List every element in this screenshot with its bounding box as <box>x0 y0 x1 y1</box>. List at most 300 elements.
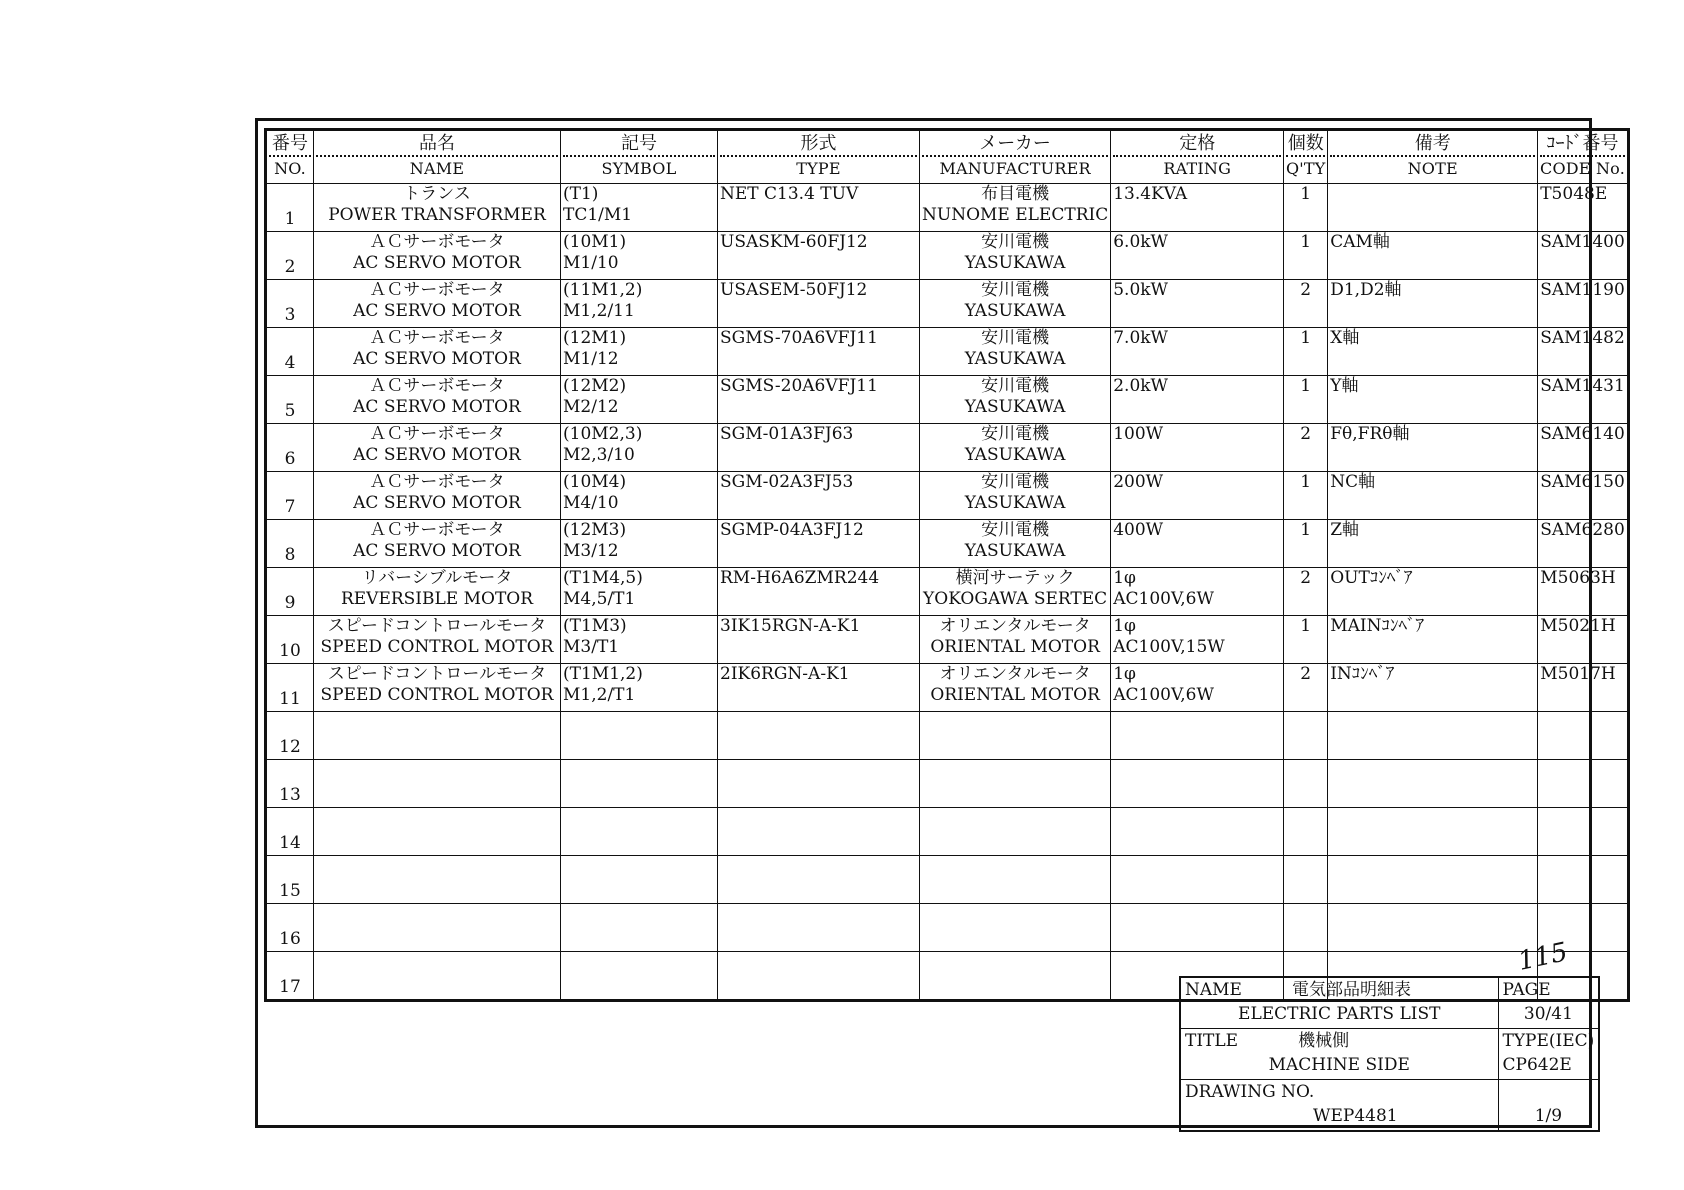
column-header <box>561 130 718 184</box>
table-cell <box>1284 616 1328 664</box>
row-number: 2 <box>284 257 296 277</box>
part-type: SGMP-04A3FJ12 <box>720 520 864 540</box>
table-cell <box>561 616 718 664</box>
column-header-en: MANUFACTURER <box>939 159 1091 178</box>
page-cell <box>1498 977 1599 1029</box>
table-cell <box>920 232 1111 280</box>
table-cell <box>1284 232 1328 280</box>
table-cell <box>920 376 1111 424</box>
table-cell <box>1111 232 1284 280</box>
rating: 2.0kW <box>1113 376 1169 396</box>
column-header-en: RATING <box>1163 159 1232 178</box>
table-cell <box>1111 856 1284 904</box>
column-header <box>314 130 561 184</box>
part-name-en: AC SERVO MOTOR <box>353 253 521 273</box>
rating: 1φ <box>1113 616 1136 636</box>
table-cell <box>314 232 561 280</box>
manufacturer-en: YASUKAWA <box>964 397 1066 417</box>
table-cell <box>266 808 314 856</box>
title-block <box>1179 976 1600 1132</box>
table-cell <box>314 280 561 328</box>
table-cell <box>1284 328 1328 376</box>
code-number: SAM1400 <box>1540 232 1625 252</box>
table-row <box>266 280 1629 328</box>
part-name-jp: ＡＣサーボモータ <box>369 232 505 252</box>
table-cell <box>718 904 920 952</box>
table-cell <box>1538 664 1629 712</box>
row-number: 13 <box>279 785 301 805</box>
symbol: (10M1) <box>563 232 627 252</box>
table-cell <box>1538 184 1629 232</box>
rating-detail: AC100V,6W <box>1113 685 1214 705</box>
table-cell <box>1111 280 1284 328</box>
table-cell <box>920 568 1111 616</box>
code-number: M5017H <box>1540 664 1616 684</box>
table-cell <box>266 760 314 808</box>
table-cell <box>266 280 314 328</box>
type-cell <box>1498 1029 1599 1080</box>
part-name-en: AC SERVO MOTOR <box>353 493 521 513</box>
code-number: SAM1190 <box>1540 280 1625 300</box>
table-cell <box>718 472 920 520</box>
part-type: NET C13.4 TUV <box>720 184 859 204</box>
table-cell <box>314 808 561 856</box>
table-cell <box>314 568 561 616</box>
page-value: 30/41 <box>1523 1004 1573 1024</box>
table-cell <box>718 760 920 808</box>
parts-table <box>264 128 1630 1002</box>
part-type: RM-H6A6ZMR244 <box>720 568 880 588</box>
type-value: CP642E <box>1502 1055 1572 1075</box>
symbol-ref: M1,2/11 <box>563 301 635 321</box>
note: Z軸 <box>1330 520 1360 540</box>
table-row <box>266 184 1629 232</box>
rating: 200W <box>1113 472 1164 492</box>
table-cell <box>920 856 1111 904</box>
table-cell <box>561 520 718 568</box>
manufacturer-en: YASUKAWA <box>964 349 1066 369</box>
note: CAM軸 <box>1330 232 1390 252</box>
part-type: 3IK15RGN-A-K1 <box>720 616 861 636</box>
table-cell <box>920 904 1111 952</box>
manufacturer-en: ORIENTAL MOTOR <box>930 685 1100 705</box>
manufacturer-jp: 安川電機 <box>981 376 1050 396</box>
column-header <box>718 130 920 184</box>
table-cell <box>920 808 1111 856</box>
column-header <box>1328 130 1538 184</box>
symbol: (11M1,2) <box>563 280 643 300</box>
table-cell <box>314 760 561 808</box>
symbol-ref: M1/12 <box>563 349 619 369</box>
table-cell <box>718 376 920 424</box>
symbol-ref: M2,3/10 <box>563 445 635 465</box>
symbol-ref: M1,2/T1 <box>563 685 636 705</box>
part-name-en: SPEED CONTROL MOTOR <box>320 685 554 705</box>
column-header <box>1538 130 1629 184</box>
symbol: (10M2,3) <box>563 424 643 444</box>
table-row <box>266 328 1629 376</box>
rating: 100W <box>1113 424 1164 444</box>
column-header-en: CODE No. <box>1540 159 1626 178</box>
table-cell <box>1538 424 1629 472</box>
column-header-en: NO. <box>274 159 306 178</box>
table-cell <box>1111 184 1284 232</box>
table-cell <box>718 232 920 280</box>
table-cell <box>1328 472 1538 520</box>
note: OUTｺﾝﾍﾞｱ <box>1330 568 1413 588</box>
column-header-en: Q'TY <box>1285 159 1326 178</box>
table-row <box>266 616 1629 664</box>
manufacturer-en: YASUKAWA <box>964 253 1066 273</box>
table-cell <box>1111 328 1284 376</box>
table-cell <box>718 712 920 760</box>
row-number: 8 <box>284 545 296 565</box>
column-header-jp: 番号 <box>269 131 311 157</box>
table-cell <box>561 280 718 328</box>
part-name-jp: ＡＣサーボモータ <box>369 376 505 396</box>
column-header-jp: 定格 <box>1113 131 1281 157</box>
code-number: SAM1482 <box>1540 328 1625 348</box>
table-cell <box>1111 568 1284 616</box>
part-name-jp: スピードコントロールモータ <box>327 664 547 684</box>
table-cell <box>1538 712 1629 760</box>
row-number: 15 <box>279 881 301 901</box>
part-name-en: AC SERVO MOTOR <box>353 541 521 561</box>
table-cell <box>1328 424 1538 472</box>
type-label: TYPE(IEC) <box>1502 1031 1595 1051</box>
part-name-jp: ＡＣサーボモータ <box>369 520 505 540</box>
table-cell <box>266 568 314 616</box>
column-header-jp: ｺｰﾄﾞ番号 <box>1540 131 1625 157</box>
part-type: USASKM-60FJ12 <box>720 232 868 252</box>
rating: 7.0kW <box>1113 328 1169 348</box>
symbol-ref: M4,5/T1 <box>563 589 636 609</box>
column-header-jp: 記号 <box>563 131 715 157</box>
table-cell <box>1328 568 1538 616</box>
table-cell <box>561 952 718 1001</box>
part-type: SGMS-70A6VFJ11 <box>720 328 878 348</box>
table-cell <box>266 712 314 760</box>
table-cell <box>920 712 1111 760</box>
table-cell <box>561 808 718 856</box>
table-row <box>266 904 1629 952</box>
part-name-en: REVERSIBLE MOTOR <box>340 589 534 609</box>
manufacturer-en: NUNOME ELECTRIC <box>922 205 1109 225</box>
table-cell <box>718 664 920 712</box>
column-header <box>1111 130 1284 184</box>
part-type: USASEM-50FJ12 <box>720 280 868 300</box>
note: Y軸 <box>1330 376 1359 396</box>
quantity: 1 <box>1300 520 1312 540</box>
table-cell <box>561 760 718 808</box>
table-cell <box>266 328 314 376</box>
manufacturer-jp: 安川電機 <box>981 424 1050 444</box>
table-row <box>266 232 1629 280</box>
manufacturer-jp: 安川電機 <box>981 472 1050 492</box>
column-header-jp: 品名 <box>316 131 558 157</box>
table-cell <box>266 856 314 904</box>
table-cell <box>1111 376 1284 424</box>
column-header-en: TYPE <box>796 159 841 178</box>
rating-detail: AC100V,15W <box>1113 637 1225 657</box>
table-cell <box>314 952 561 1001</box>
manufacturer-en: YASUKAWA <box>964 301 1066 321</box>
manufacturer-jp: オリエンタルモータ <box>939 664 1091 684</box>
table-cell <box>718 520 920 568</box>
table-cell <box>1111 472 1284 520</box>
table-cell <box>718 328 920 376</box>
table-row <box>266 712 1629 760</box>
table-cell <box>1328 904 1538 952</box>
column-header <box>266 130 314 184</box>
table-cell <box>1284 712 1328 760</box>
table-cell <box>1538 232 1629 280</box>
row-number: 16 <box>279 929 301 949</box>
table-cell <box>1284 280 1328 328</box>
table-cell <box>314 424 561 472</box>
table-cell <box>920 184 1111 232</box>
manufacturer-en: YOKOGAWA SERTEC <box>923 589 1108 609</box>
symbol: (T1) <box>563 184 599 204</box>
symbol: (12M1) <box>563 328 627 348</box>
table-cell <box>266 376 314 424</box>
manufacturer-en: YASUKAWA <box>964 445 1066 465</box>
table-cell <box>266 424 314 472</box>
code-number: SAM6140 <box>1540 424 1625 444</box>
manufacturer-jp: オリエンタルモータ <box>939 616 1091 636</box>
symbol: (12M2) <box>563 376 627 396</box>
part-type: SGMS-20A6VFJ11 <box>720 376 878 396</box>
table-cell <box>1284 808 1328 856</box>
table-cell <box>718 808 920 856</box>
table-cell <box>561 376 718 424</box>
symbol: (T1M1,2) <box>563 664 643 684</box>
symbol: (12M3) <box>563 520 627 540</box>
part-name-en: AC SERVO MOTOR <box>353 445 521 465</box>
column-header-en: NOTE <box>1407 159 1458 178</box>
table-cell <box>1538 808 1629 856</box>
table-cell <box>1538 568 1629 616</box>
code-number: SAM6150 <box>1540 472 1625 492</box>
table-cell <box>718 856 920 904</box>
column-header-en: SYMBOL <box>601 159 677 178</box>
table-row <box>266 520 1629 568</box>
table-cell <box>1328 856 1538 904</box>
name-jp: 電気部品明細表 <box>1291 980 1411 1000</box>
row-number: 17 <box>279 977 301 997</box>
manufacturer-jp: 横河サーテック <box>955 568 1075 588</box>
table-cell <box>1284 856 1328 904</box>
table-cell <box>561 856 718 904</box>
symbol-ref: M2/12 <box>563 397 619 417</box>
table-cell <box>266 952 314 1001</box>
drawing-label: DRAWING NO. <box>1185 1082 1315 1102</box>
rating: 13.4KVA <box>1113 184 1188 204</box>
manufacturer-jp: 安川電機 <box>981 328 1050 348</box>
table-cell <box>1111 616 1284 664</box>
quantity: 2 <box>1300 664 1312 684</box>
part-name-en: AC SERVO MOTOR <box>353 301 521 321</box>
row-number: 5 <box>284 401 296 421</box>
table-cell <box>561 904 718 952</box>
table-cell <box>314 376 561 424</box>
table-cell <box>1538 520 1629 568</box>
table-cell <box>718 952 920 1001</box>
note: Fθ,FRθ軸 <box>1330 424 1410 444</box>
table-cell <box>1111 712 1284 760</box>
table-cell <box>314 664 561 712</box>
table-cell <box>314 616 561 664</box>
code-number: SAM1431 <box>1540 376 1625 396</box>
symbol-ref: M1/10 <box>563 253 619 273</box>
table-cell <box>1284 568 1328 616</box>
symbol-ref: M4/10 <box>563 493 619 513</box>
table-cell <box>1284 424 1328 472</box>
column-header-jp: 個数 <box>1286 131 1325 157</box>
rating: 6.0kW <box>1113 232 1169 252</box>
table-cell <box>561 664 718 712</box>
table-cell <box>920 664 1111 712</box>
part-name-jp: ＡＣサーボモータ <box>369 280 505 300</box>
note: X軸 <box>1330 328 1360 348</box>
table-cell <box>1328 184 1538 232</box>
table-cell <box>1284 376 1328 424</box>
code-number: M5063H <box>1540 568 1616 588</box>
table-row <box>266 760 1629 808</box>
table-cell <box>1328 232 1538 280</box>
quantity: 2 <box>1300 568 1312 588</box>
name-en: ELECTRIC PARTS LIST <box>1238 1004 1441 1024</box>
table-cell <box>561 424 718 472</box>
table-cell <box>718 424 920 472</box>
column-header-jp: 備考 <box>1330 131 1535 157</box>
table-cell <box>266 904 314 952</box>
quantity: 2 <box>1300 280 1312 300</box>
table-cell <box>920 424 1111 472</box>
symbol-ref: M3/T1 <box>563 637 620 657</box>
table-cell <box>1328 664 1538 712</box>
drawing-value: WEP4481 <box>1313 1106 1398 1126</box>
table-cell <box>920 472 1111 520</box>
table-cell <box>1328 616 1538 664</box>
table-cell <box>920 760 1111 808</box>
quantity: 2 <box>1300 424 1312 444</box>
table-row <box>266 424 1629 472</box>
manufacturer-en: ORIENTAL MOTOR <box>930 637 1100 657</box>
table-cell <box>1328 712 1538 760</box>
code-number: T5048E <box>1540 184 1608 204</box>
row-number: 1 <box>284 209 296 229</box>
table-cell <box>1328 760 1538 808</box>
table-cell <box>1538 280 1629 328</box>
table-cell <box>561 232 718 280</box>
part-name-jp: ＡＣサーボモータ <box>369 328 505 348</box>
header-row <box>266 130 1629 184</box>
part-name-en: SPEED CONTROL MOTOR <box>320 637 554 657</box>
manufacturer-en: YASUKAWA <box>964 541 1066 561</box>
column-header <box>920 130 1111 184</box>
row-number: 12 <box>279 737 301 757</box>
sheet-value: 1/9 <box>1534 1106 1563 1126</box>
row-number: 4 <box>284 353 296 373</box>
table-cell <box>266 616 314 664</box>
title-label: TITLE <box>1185 1031 1239 1051</box>
part-name-en: POWER TRANSFORMER <box>328 205 546 225</box>
symbol: (10M4) <box>563 472 627 492</box>
table-cell <box>1284 664 1328 712</box>
symbol-ref: TC1/M1 <box>563 205 633 225</box>
table-cell <box>1111 904 1284 952</box>
manufacturer-jp: 安川電機 <box>981 232 1050 252</box>
quantity: 1 <box>1300 184 1312 204</box>
table-cell <box>718 280 920 328</box>
table-cell <box>1538 328 1629 376</box>
note: INｺﾝﾍﾞｱ <box>1330 664 1395 684</box>
symbol: (T1M3) <box>563 616 627 636</box>
table-cell <box>314 472 561 520</box>
row-number: 9 <box>284 593 296 613</box>
table-cell <box>1538 376 1629 424</box>
table-cell <box>1284 760 1328 808</box>
note: NC軸 <box>1330 472 1376 492</box>
table-cell <box>314 184 561 232</box>
name-cell <box>1180 977 1498 1029</box>
table-cell <box>1111 424 1284 472</box>
table-cell <box>314 856 561 904</box>
column-header-jp: メーカー <box>922 131 1108 157</box>
table-cell <box>1284 472 1328 520</box>
row-number: 6 <box>284 449 296 469</box>
title-en: MACHINE SIDE <box>1268 1055 1410 1075</box>
table-cell <box>920 952 1111 1001</box>
symbol-ref: M3/12 <box>563 541 619 561</box>
table-cell <box>314 328 561 376</box>
handwritten-note: 115 <box>1515 937 1571 977</box>
table-cell <box>266 664 314 712</box>
table-cell <box>1111 808 1284 856</box>
table-row <box>266 472 1629 520</box>
part-name-en: AC SERVO MOTOR <box>353 349 521 369</box>
table-cell <box>920 280 1111 328</box>
title-jp: 機械側 <box>1298 1031 1350 1051</box>
table-cell <box>920 520 1111 568</box>
quantity: 1 <box>1300 376 1312 396</box>
sheet-cell <box>1498 1080 1599 1132</box>
part-name-jp: リバーシブルモータ <box>361 568 513 588</box>
title-cell <box>1180 1029 1498 1080</box>
column-header-en: NAME <box>409 159 465 178</box>
table-cell <box>1284 184 1328 232</box>
code-number: SAM6280 <box>1540 520 1625 540</box>
part-name-jp: スピードコントロールモータ <box>327 616 547 636</box>
table-cell <box>920 616 1111 664</box>
table-cell <box>920 328 1111 376</box>
quantity: 1 <box>1300 328 1312 348</box>
table-cell <box>1111 664 1284 712</box>
part-type: 2IK6RGN-A-K1 <box>720 664 850 684</box>
table-cell <box>1328 376 1538 424</box>
row-number: 7 <box>284 497 296 517</box>
symbol: (T1M4,5) <box>563 568 643 588</box>
table-cell <box>561 472 718 520</box>
table-cell <box>266 472 314 520</box>
page-label: PAGE <box>1502 980 1551 1000</box>
quantity: 1 <box>1300 472 1312 492</box>
note: D1,D2軸 <box>1330 280 1402 300</box>
table-cell <box>718 568 920 616</box>
rating: 1φ <box>1113 664 1136 684</box>
part-name-jp: ＡＣサーボモータ <box>369 472 505 492</box>
